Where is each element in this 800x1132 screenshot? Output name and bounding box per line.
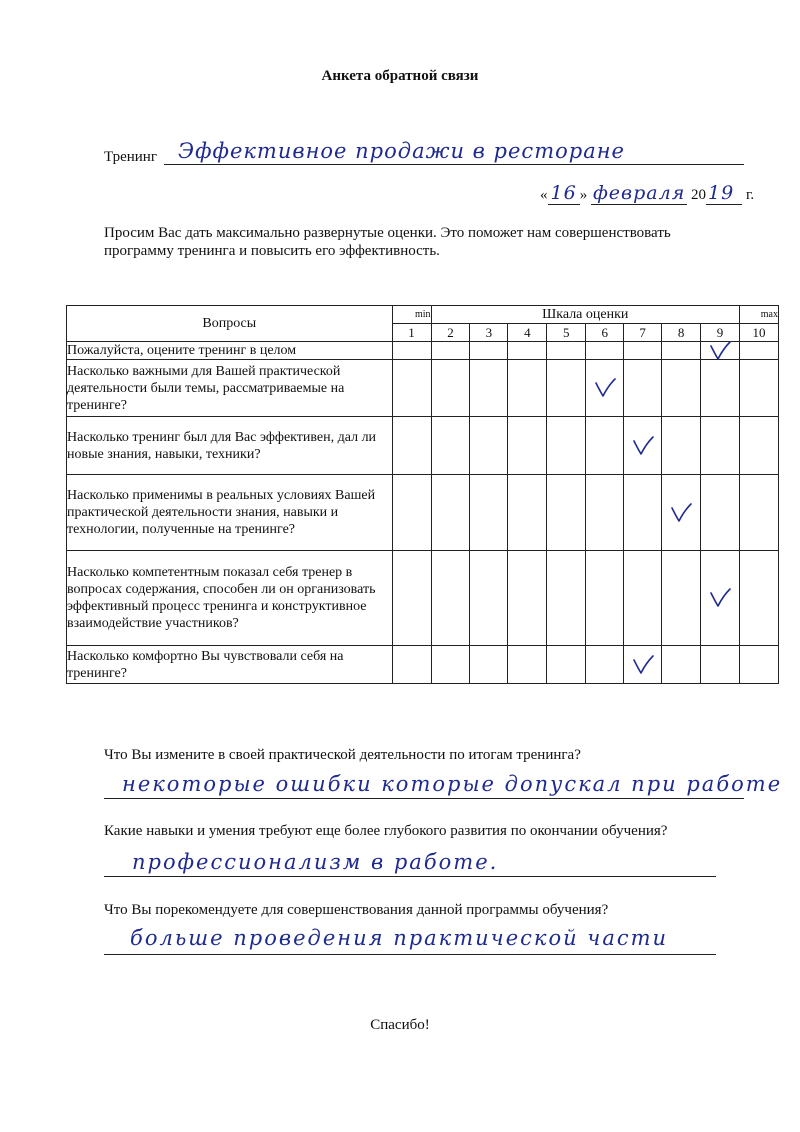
scale-number: 7: [624, 324, 662, 342]
training-underline: [164, 164, 744, 165]
min-label: min: [392, 306, 431, 324]
rating-cell[interactable]: [547, 342, 586, 360]
rating-cell[interactable]: [392, 475, 431, 551]
rating-cell[interactable]: [662, 646, 701, 684]
table-row: [67, 475, 779, 551]
rating-cell[interactable]: [586, 342, 624, 360]
open-question-1: Что Вы измените в своей практической деятельности по итогам тренинга?: [104, 747, 581, 763]
rating-cell[interactable]: [740, 646, 779, 684]
scale-header: Шкала оценки: [431, 306, 740, 324]
scale-number: 2: [431, 324, 470, 342]
table-row: [67, 342, 779, 360]
rating-cell[interactable]: [547, 360, 586, 417]
rating-cell[interactable]: [662, 417, 701, 475]
form-title: Анкета обратной связи: [321, 68, 479, 84]
rating-cell[interactable]: [508, 342, 547, 360]
rating-cell[interactable]: [547, 551, 586, 646]
question-text: Насколько важными для Вашей практической деятельности были темы, рассматриваемые на тренинге?: [67, 360, 393, 417]
question-text: Насколько тренинг был для Вас эффективен, дал ли новые знания, навыки, техники?: [67, 417, 393, 475]
answer-line-1: [104, 798, 744, 799]
rating-cell[interactable]: [392, 417, 431, 475]
rating-cell[interactable]: [392, 342, 431, 360]
rating-cell[interactable]: [470, 551, 508, 646]
rating-cell[interactable]: [740, 551, 779, 646]
scale-number: 1: [392, 324, 431, 342]
rating-cell[interactable]: [470, 342, 508, 360]
checkmark-icon: [670, 502, 692, 524]
rating-cell[interactable]: [624, 417, 662, 475]
rating-cell[interactable]: [624, 360, 662, 417]
rating-cell[interactable]: [392, 360, 431, 417]
rating-cell[interactable]: [586, 475, 624, 551]
rating-cell[interactable]: [662, 475, 701, 551]
rating-cell[interactable]: [431, 646, 470, 684]
date-year-suffix: 19: [706, 182, 742, 205]
rating-cell[interactable]: [701, 360, 740, 417]
scale-number: 10: [740, 324, 779, 342]
rating-cell[interactable]: [586, 551, 624, 646]
rating-cell[interactable]: [547, 646, 586, 684]
rating-cell[interactable]: [701, 342, 740, 360]
date-day: 16: [548, 182, 580, 205]
thanks-text: Спасибо!: [370, 1017, 430, 1033]
intro-line-2: программу тренинга и повысить его эффективность.: [104, 243, 440, 259]
rating-cell[interactable]: [470, 360, 508, 417]
checkmark-icon: [594, 377, 616, 399]
rating-cell[interactable]: [701, 646, 740, 684]
rating-cell[interactable]: [508, 551, 547, 646]
scale-number: 6: [586, 324, 624, 342]
date-month: февраля: [592, 182, 686, 204]
rating-cell[interactable]: [586, 646, 624, 684]
rating-cell[interactable]: [431, 551, 470, 646]
date-year-label: г.: [745, 187, 755, 203]
rating-cell[interactable]: [586, 360, 624, 417]
rating-cell[interactable]: [662, 551, 701, 646]
rating-cell[interactable]: [392, 551, 431, 646]
question-text: Насколько комфортно Вы чувствовали себя на тренинге?: [67, 646, 393, 684]
answer-line-2: [104, 876, 716, 877]
rating-cell[interactable]: [701, 551, 740, 646]
rating-cell[interactable]: [624, 342, 662, 360]
scale-number: 5: [547, 324, 586, 342]
rating-cell[interactable]: [470, 417, 508, 475]
rating-cell[interactable]: [508, 475, 547, 551]
table-row: [67, 646, 779, 684]
checkmark-icon: [709, 587, 731, 609]
open-question-2: Какие навыки и умения требуют еще более глубокого развития по окончании обучения?: [104, 823, 668, 839]
training-name: Эффективное продажи в ресторане: [178, 139, 625, 163]
rating-cell[interactable]: [586, 417, 624, 475]
rating-cell[interactable]: [624, 475, 662, 551]
scale-number: 9: [701, 324, 740, 342]
open-answer-3: больше проведения практической части: [130, 926, 669, 950]
open-answer-2: профессионализм в работе.: [132, 850, 499, 874]
rating-cell[interactable]: [624, 646, 662, 684]
rating-cell[interactable]: [470, 646, 508, 684]
questions-header: Вопросы: [67, 306, 393, 342]
table-row: [67, 417, 779, 475]
question-text: Насколько применимы в реальных условиях Вашей практической деятельности знания, навыки и технологии, полученные на тренинге?: [67, 475, 393, 551]
rating-cell[interactable]: [662, 360, 701, 417]
rating-cell[interactable]: [508, 646, 547, 684]
rating-cell[interactable]: [508, 360, 547, 417]
rating-cell[interactable]: [701, 417, 740, 475]
answer-line-3: [104, 954, 716, 955]
rating-cell[interactable]: [431, 475, 470, 551]
question-text: Насколько компетентным показал себя тренер в вопросах содержания, способен ли он организовать эффективный процесс тренинга и конструктивное взаимодействие участников?: [67, 551, 393, 646]
date-year-prefix: 20: [691, 187, 707, 203]
rating-cell[interactable]: [701, 475, 740, 551]
rating-cell[interactable]: [547, 475, 586, 551]
scale-number: 8: [662, 324, 701, 342]
question-text: Пожалуйста, оцените тренинг в целом: [67, 342, 393, 360]
rating-cell[interactable]: [740, 417, 779, 475]
rating-cell[interactable]: [740, 360, 779, 417]
table-row: [67, 360, 779, 417]
rating-cell[interactable]: [740, 475, 779, 551]
rating-cell[interactable]: [624, 551, 662, 646]
rating-cell[interactable]: [392, 646, 431, 684]
rating-cell[interactable]: [431, 342, 470, 360]
date-close-quote: »: [579, 187, 588, 203]
checkmark-icon: [632, 654, 654, 676]
rating-cell[interactable]: [431, 417, 470, 475]
rating-table: [66, 305, 779, 684]
checkmark-icon: [632, 435, 654, 457]
intro-line-1: Просим Вас дать максимально развернутые оценки. Это поможет нам совершенствовать: [104, 225, 671, 241]
rating-cell[interactable]: [470, 475, 508, 551]
rating-cell[interactable]: [740, 342, 779, 360]
rating-cell[interactable]: [508, 417, 547, 475]
date-open-quote: «: [540, 187, 548, 203]
training-label: Тренинг: [104, 149, 157, 165]
rating-cell[interactable]: [431, 360, 470, 417]
date-line: [540, 184, 754, 204]
rating-cell[interactable]: [547, 417, 586, 475]
open-answer-1: некоторые ошибки которые допускал при работе: [122, 772, 783, 796]
open-question-3: Что Вы порекомендуете для совершенствования данной программы обучения?: [104, 902, 609, 918]
checkmark-icon: [709, 340, 731, 362]
table-row: [67, 551, 779, 646]
scale-number: 3: [470, 324, 508, 342]
max-label: max: [740, 306, 779, 324]
rating-cell[interactable]: [662, 342, 701, 360]
scale-number: 4: [508, 324, 547, 342]
